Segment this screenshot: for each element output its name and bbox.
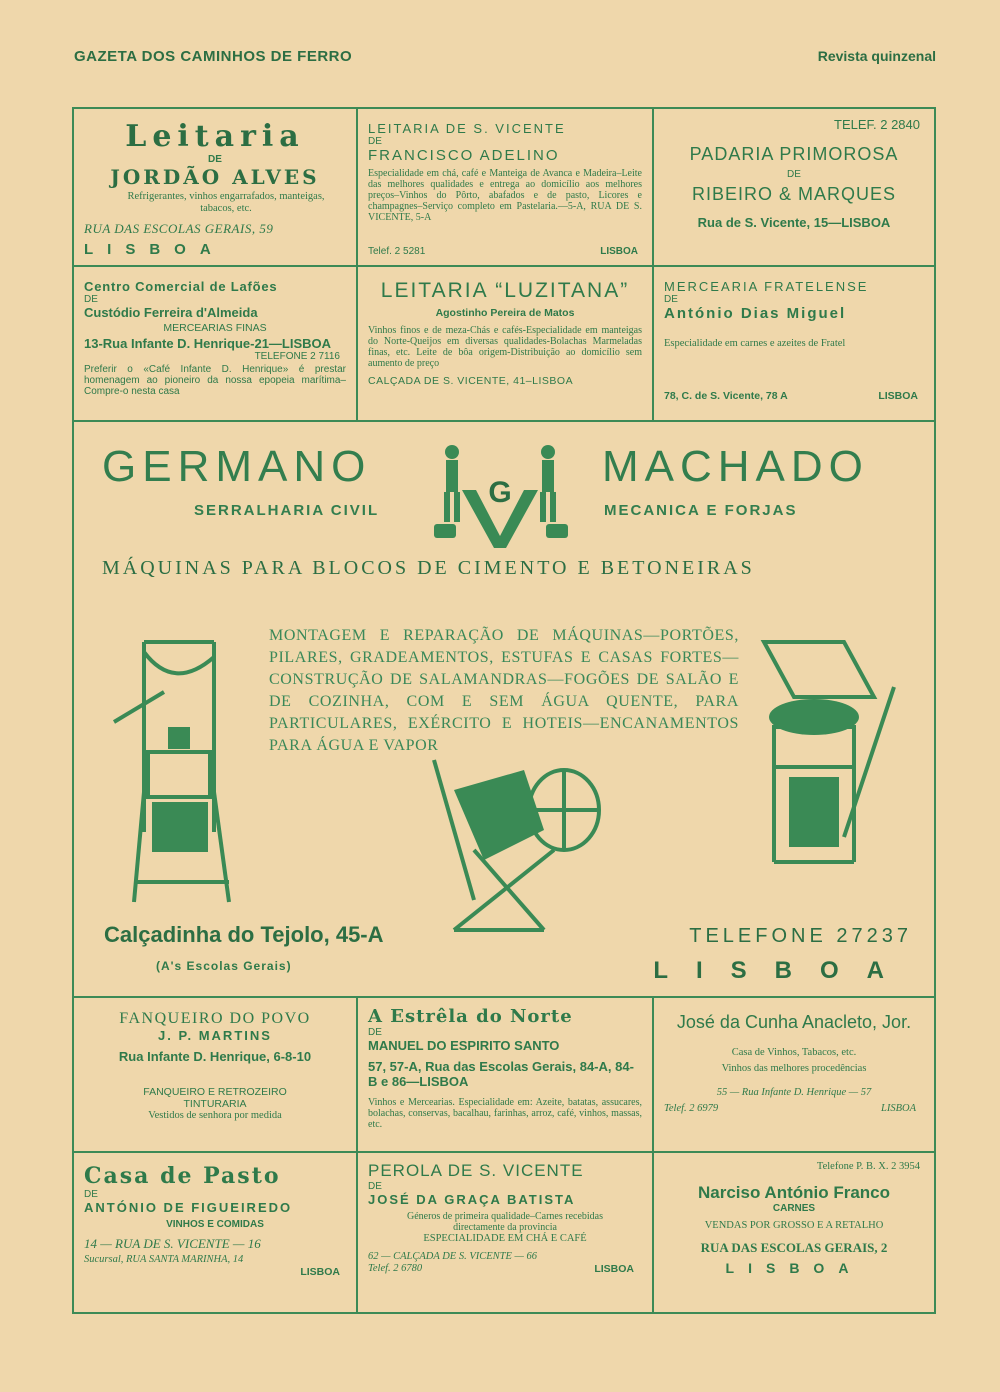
ad-city: LISBOA <box>84 241 225 258</box>
ad-casa-de-pasto <box>74 1153 358 1312</box>
ad-de: DE <box>84 294 98 305</box>
page-header-title: GAZETA DOS CAMINHOS DE FERRO <box>74 48 353 65</box>
ads-row-1 <box>74 109 934 267</box>
ad-description: MONTAGEM E REPARAÇÃO DE MÁQUINAS—PORTÕES, PILARES, GRADEAMENTOS, ESTUFAS E CASAS FORTES—CONSTRUÇÃO DE SALAMANDRAS—FOGÕES DE SALÃO E DE COZINHA, COM E SEM ÁGUA QUENTE, PARA PARTICULARES, EXÉRCITO E HOTEIS—ENCANAMENTOS PARA ÁGUA E VAPOR <box>269 627 739 754</box>
ad-type-1: FANQUEIRO E RETROZEIRO <box>143 1086 287 1098</box>
page-header-subtitle: Revista quinzenal <box>817 48 936 64</box>
ad-slogan: MÁQUINAS PARA BLOCOS DE CIMENTO E BETONEIRAS <box>102 557 755 579</box>
ads-row-2 <box>74 267 934 422</box>
ad-perola-s-vicente <box>358 1153 654 1312</box>
ad-desc: Vestidos de senhora por medida <box>148 1110 282 1121</box>
ad-title: Casa de Pasto <box>84 1163 281 1189</box>
ad-street: 13-Rua Infante D. Henrique-21—LISBOA <box>84 336 332 351</box>
ad-title: José da Cunha Anacleto, Jor. <box>676 1012 912 1032</box>
ad-de: DE <box>208 154 222 165</box>
ads-row-3 <box>74 998 934 1153</box>
ad-tel: Telef. 2 5281 <box>368 246 426 257</box>
ad-city: LISBOA <box>600 246 638 257</box>
ad-street: RUA DAS ESCOLAS GERAIS, 59 <box>84 221 274 236</box>
ad-title: LEITARIA DE S. VICENTE <box>368 121 566 136</box>
ad-telephone: TELEFONE 27237 <box>689 925 912 947</box>
ad-street: 62 — CALÇADA DE S. VICENTE — 66 <box>368 1251 537 1262</box>
ad-desc: Especialidade em chá, café e Manteiga de Avanca e Madeira–Leite das melhores qualidades e entrega ao domicílio aos melhores preços–Vinhos do Pôrto, abafados e de pasto, Licores e champagnes–Serviço completo em Pastelaria.—5-A, RUA DE S. VICENTE, 5-A <box>368 168 642 223</box>
ad-leitaria-s-vicente <box>358 109 654 265</box>
ad-name: ANTÓNIO DE FIGUEIREDO <box>84 1200 293 1215</box>
ad-address-note: (A's Escolas Gerais) <box>156 959 292 973</box>
ad-street: CALÇADA DE S. VICENTE, 41–LISBOA <box>368 375 574 387</box>
germano-machado-logo <box>422 440 578 550</box>
ad-title: PADARIA PRIMOROSA <box>689 144 899 164</box>
ad-name: JOSÉ DA GRAÇA BATISTA <box>368 1192 576 1207</box>
ad-name: MANUEL DO ESPIRITO SANTO <box>368 1038 560 1053</box>
ad-padaria-primorosa <box>654 109 934 265</box>
ad-city: LISBOA <box>725 1260 863 1276</box>
ad-tel: Telef. 2 6780 <box>368 1263 423 1274</box>
ad-narciso-antonio-franco <box>654 1153 934 1312</box>
ad-name: JORDÃO ALVES <box>110 165 320 189</box>
ad-centro-comercial-lafoes <box>74 267 358 420</box>
ad-desc: Vinhos finos e de meza-Chás e cafés-Especialidade em manteigas do Norte-Queijos em diversas qualidades-Bolachas Marmeladas finas, etc. Leite de bôa origem-Distribuição ao domicílio sem aumento de preço <box>368 325 642 369</box>
ad-de: DE <box>368 1181 382 1192</box>
ad-tel: TELEFONE 2 7116 <box>254 351 340 362</box>
press-machine-illustration <box>754 637 904 867</box>
ad-desc-2: Vinhos das melhores procedências <box>721 1063 867 1074</box>
ad-title: Centro Comercial de Lafões <box>84 279 278 294</box>
ad-street: 78, C. de S. Vicente, 78 A <box>664 390 788 402</box>
ad-de: DE <box>368 136 382 147</box>
ad-leitaria-luzitana <box>358 267 654 420</box>
ad-leitaria-jordao <box>74 109 358 265</box>
ad-desc: Refrigerantes, vinhos engarrafados, manteigas, tabacos, etc. <box>127 191 325 214</box>
ad-type: CARNES <box>772 1203 816 1214</box>
ad-street: 55 — Rua Infante D. Henrique — 57 <box>716 1087 872 1098</box>
ad-title: A Estrêla do Norte <box>368 1006 573 1027</box>
ad-type: VINHOS E COMIDAS <box>166 1219 264 1230</box>
ad-street-2: Sucursal, RUA SANTA MARINHA, 14 <box>84 1254 244 1265</box>
ad-de: DE <box>664 294 678 305</box>
ad-tel: Telefone P. B. X. 2 3954 <box>816 1161 920 1172</box>
ad-desc: Especialidade em carnes e azeites de Fratel <box>664 338 846 349</box>
ad-desc-1: Casa de Vinhos, Tabacos, etc. <box>731 1047 857 1058</box>
ads-frame <box>72 107 936 1314</box>
ad-city: LISBOA <box>878 390 918 402</box>
ad-title: FANQUEIRO DO POVO <box>119 1010 311 1027</box>
ad-jose-cunha-anacleto <box>654 998 934 1151</box>
ad-desc: Preferir o «Café Infante D. Henrique» é prestar homenagem ao pioneiro da nossa epopeia marítima–Compre-o nesta casa <box>84 364 346 397</box>
logo-letter: G <box>488 476 512 509</box>
ad-sub-left: SERRALHARIA CIVIL <box>194 502 380 519</box>
ad-city: LISBOA <box>653 957 912 984</box>
ad-city: LISBOA <box>881 1103 916 1114</box>
ad-address: Calçadinha do Tejolo, 45-A <box>104 922 384 947</box>
ad-estrela-do-norte <box>358 998 654 1151</box>
ad-name: Custódio Ferreira d'Almeida <box>84 305 258 320</box>
ad-spec: ESPECIALIDADE EM CHÁ E CAFÉ <box>423 1233 587 1244</box>
ad-name: Narciso António Franco <box>697 1183 891 1202</box>
ad-name-right: MACHADO <box>602 442 869 491</box>
ad-desc: VENDAS POR GROSSO E A RETALHO <box>704 1220 884 1231</box>
ad-city: LISBOA <box>300 1266 340 1278</box>
ad-street: RUA DAS ESCOLAS GERAIS, 2 <box>700 1240 888 1255</box>
ad-name: António Dias Miguel <box>664 305 847 322</box>
ad-title: LEITARIA “LUZITANA” <box>380 279 630 302</box>
ad-name: Agostinho Pereira de Matos <box>435 307 575 319</box>
ad-tel: TELEF. 2 2840 <box>834 117 920 132</box>
ads-row-4 <box>74 1153 934 1312</box>
ad-de: DE <box>84 1189 98 1200</box>
ad-type-2: TINTURARIA <box>183 1098 247 1110</box>
ad-germano-machado <box>74 422 934 998</box>
ad-mercearia-fratelense <box>654 267 934 420</box>
ad-fanqueiro-do-povo <box>74 998 358 1151</box>
ad-city: LISBOA <box>594 1263 634 1275</box>
ad-title: MERCEARIA FRATELENSE <box>664 279 869 294</box>
ad-name: RIBEIRO & MARQUES <box>691 184 897 204</box>
ad-de: DE <box>787 169 801 180</box>
ad-name: J. P. MARTINS <box>158 1028 272 1043</box>
ad-desc: Géneros de primeira qualidade–Carnes recebidas directamente da provincia <box>406 1211 604 1233</box>
ad-de: DE <box>368 1027 382 1038</box>
ad-type: MERCEARIAS FINAS <box>163 322 267 334</box>
ad-desc: Vinhos e Mercearias. Especialidade em: Azeite, batatas, assucares, bolachas, conservas, bacalhau, farinhas, arroz, café, vinhos, massas, etc. <box>368 1097 642 1130</box>
ad-street: 57, 57-A, Rua das Escolas Gerais, 84-A, 84-B e 86—LISBOA <box>368 1059 634 1089</box>
concrete-mixer-illustration <box>414 750 614 935</box>
ad-name-left: GERMANO <box>102 442 372 491</box>
ad-name: FRANCISCO ADELINO <box>368 147 560 164</box>
ad-street: Rua Infante D. Henrique, 6-8-10 <box>118 1049 312 1064</box>
ad-sub-right: MECANICA E FORJAS <box>604 502 798 519</box>
ad-tel: Telef. 2 6979 <box>664 1103 719 1114</box>
ad-title: PEROLA DE S. VICENTE <box>368 1161 584 1180</box>
ad-title: Leitaria <box>125 119 305 154</box>
ad-street: Rua de S. Vicente, 15—LISBOA <box>697 215 891 230</box>
ad-street: 14 — RUA DE S. VICENTE — 16 <box>84 1236 261 1251</box>
block-machine-illustration <box>104 632 244 907</box>
